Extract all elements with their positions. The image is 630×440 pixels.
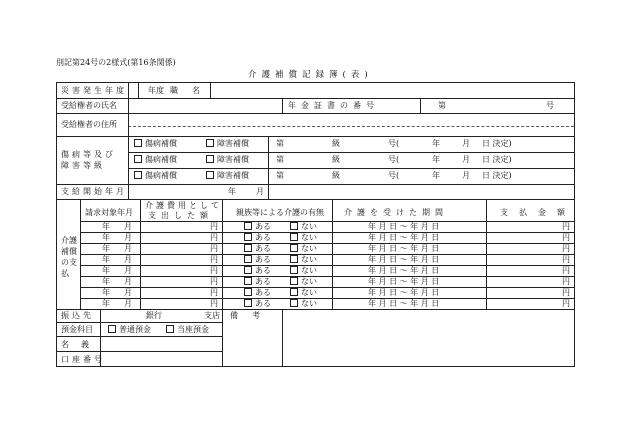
care-period: 年 月 日 ～ 年 月 日: [368, 255, 440, 264]
family-care-no[interactable]: [290, 299, 317, 309]
claim-tsuki: 月: [124, 244, 132, 253]
family-care-yes[interactable]: [244, 255, 271, 265]
deposit-type-label: 預金科目: [61, 325, 93, 334]
family-care-no-checkbox[interactable]: [290, 222, 298, 230]
injury-compensation-option-checkbox[interactable]: [134, 171, 142, 179]
claim-tsuki: 月: [124, 222, 132, 231]
family-care-yes[interactable]: [244, 288, 271, 298]
divider: [56, 184, 575, 185]
claim-tsuki: 月: [124, 288, 132, 297]
family-care-yes[interactable]: [244, 244, 271, 254]
toza-option[interactable]: 当座預金: [166, 325, 209, 335]
branch-label: 支店: [204, 311, 220, 320]
family-care-yes[interactable]: [244, 266, 271, 276]
injury-compensation-option-checkbox[interactable]: [134, 139, 142, 147]
injury-compensation-option-label: 傷病補償: [145, 139, 177, 148]
cert-number-label: 年金証書の番号: [288, 101, 379, 110]
divider: [56, 322, 223, 323]
divider: [268, 184, 269, 199]
cost-en: 円: [210, 255, 218, 264]
care-period: 年 月 日 ～ 年 月 日: [368, 299, 440, 308]
family-care-yes-label: ある: [255, 244, 271, 253]
claim-nen: 年: [102, 233, 110, 242]
family-care-no[interactable]: [290, 255, 317, 265]
family-care-yes-checkbox[interactable]: [244, 222, 252, 230]
family-care-no[interactable]: [290, 277, 317, 287]
family-care-no-checkbox[interactable]: [290, 288, 298, 296]
family-care-no-label: ない: [301, 255, 317, 264]
family-care-yes[interactable]: [244, 277, 271, 287]
claim-tsuki: 月: [124, 233, 132, 242]
futsu-checkbox[interactable]: [108, 325, 116, 333]
family-care-yes-checkbox[interactable]: [244, 266, 252, 274]
claim-nen: 年: [102, 266, 110, 275]
divider: [56, 113, 575, 114]
decision-hi: 日 決定): [482, 139, 512, 148]
divider: [80, 254, 575, 255]
cost-en: 円: [210, 266, 218, 275]
family-care-no-checkbox[interactable]: [290, 299, 298, 307]
cost-en: 円: [210, 244, 218, 253]
family-care-no[interactable]: [290, 288, 317, 298]
bikou-label: 備考: [230, 311, 274, 320]
payment-en: 円: [562, 288, 570, 297]
start-nen: 年: [228, 187, 236, 196]
start-date-label: 支給開始年月: [61, 187, 127, 196]
bank-label: 銀行: [146, 311, 162, 320]
grade-dai: 第: [276, 171, 284, 180]
divider: [56, 309, 575, 310]
claim-tsuki: 月: [124, 255, 132, 264]
disability-compensation-option-label: 障害補償: [217, 155, 249, 164]
divider: [128, 168, 575, 169]
injury-compensation-option-label: 傷病補償: [145, 171, 177, 180]
disability-compensation-option-checkbox[interactable]: [206, 155, 214, 163]
family-care-no-checkbox[interactable]: [290, 277, 298, 285]
grade-go: 号(: [388, 155, 400, 164]
disability-compensation-option[interactable]: [206, 171, 249, 181]
col-cost-1: 介護費用として: [145, 201, 222, 210]
grade-dai: 第: [276, 155, 284, 164]
payment-en: 円: [562, 266, 570, 275]
family-care-no-checkbox[interactable]: [290, 233, 298, 241]
family-care-yes-label: ある: [255, 288, 271, 297]
family-care-yes-checkbox[interactable]: [244, 288, 252, 296]
care-period: 年 月 日 ～ 年 月 日: [368, 266, 440, 275]
grade-dai: 第: [276, 139, 284, 148]
mei-label: 名: [192, 86, 200, 95]
grade-kyu: 級: [332, 171, 340, 180]
family-care-yes-checkbox[interactable]: [244, 299, 252, 307]
injury-compensation-option-checkbox[interactable]: [134, 155, 142, 163]
divider: [80, 232, 575, 233]
cost-en: 円: [210, 233, 218, 242]
toza-checkbox[interactable]: [166, 325, 174, 333]
family-care-yes-checkbox[interactable]: [244, 255, 252, 263]
care-period: 年 月 日 ～ 年 月 日: [368, 233, 440, 242]
divider: [282, 98, 283, 113]
divider: [80, 287, 575, 288]
disability-compensation-option[interactable]: [206, 139, 249, 149]
family-care-yes[interactable]: [244, 299, 271, 309]
family-care-yes-label: ある: [255, 277, 271, 286]
grade-kyu: 級: [332, 155, 340, 164]
injury-compensation-option[interactable]: [134, 155, 177, 165]
claim-nen: 年: [102, 277, 110, 286]
grade-go: 号(: [388, 171, 400, 180]
divider: [80, 243, 575, 244]
cost-en: 円: [210, 277, 218, 286]
family-care-no-label: ない: [301, 244, 317, 253]
disability-compensation-option[interactable]: [206, 155, 249, 165]
claim-nen: 年: [102, 288, 110, 297]
form-title: 介護補償記録簿(表): [248, 70, 373, 80]
family-care-yes[interactable]: [244, 233, 271, 243]
disability-compensation-option-checkbox[interactable]: [206, 171, 214, 179]
divider: [56, 199, 575, 200]
furikomi-label: 振込先: [61, 311, 94, 320]
cost-en: 円: [210, 288, 218, 297]
family-care-yes-label: ある: [255, 233, 271, 242]
address-dash: [128, 126, 574, 127]
claim-tsuki: 月: [124, 277, 132, 286]
family-care-yes-checkbox[interactable]: [244, 277, 252, 285]
divider: [128, 152, 575, 153]
family-care-no-checkbox[interactable]: [290, 244, 298, 252]
col-family-care: 親族等による介護の有無: [236, 208, 324, 217]
divider: [56, 336, 223, 337]
family-care-yes-label: ある: [255, 255, 271, 264]
family-care-no[interactable]: [290, 233, 317, 243]
family-care-no-label: ない: [301, 277, 317, 286]
decision-tsuki: 月: [462, 155, 470, 164]
decision-nen: 年: [432, 139, 440, 148]
family-care-yes-checkbox[interactable]: [244, 233, 252, 241]
family-care-no-checkbox[interactable]: [290, 255, 298, 263]
disability-compensation-option-checkbox[interactable]: [206, 139, 214, 147]
divider: [282, 309, 283, 367]
care-label-4: 払: [61, 269, 69, 278]
meigi-label: 名義: [61, 340, 101, 349]
payment-en: 円: [562, 244, 570, 253]
family-care-yes[interactable]: [244, 222, 271, 232]
injury-compensation-option-label: 傷病補償: [145, 155, 177, 164]
care-period: 年 月 日 ～ 年 月 日: [368, 244, 440, 253]
family-care-no[interactable]: [290, 266, 317, 276]
claim-nen: 年: [102, 222, 110, 231]
family-care-no-label: ない: [301, 266, 317, 275]
divider: [138, 82, 139, 98]
care-period: 年 月 日 ～ 年 月 日: [368, 222, 440, 231]
family-care-no-checkbox[interactable]: [290, 266, 298, 274]
col-payment: 支払金額: [500, 208, 576, 217]
payment-en: 円: [562, 277, 570, 286]
decision-hi: 日 決定): [482, 155, 512, 164]
family-care-no-label: ない: [301, 233, 317, 242]
divider: [268, 136, 269, 184]
family-care-no-label: ない: [301, 222, 317, 231]
claim-tsuki: 月: [124, 266, 132, 275]
decision-tsuki: 月: [462, 171, 470, 180]
col-claim-month: 請求対象年月: [85, 208, 133, 217]
col-period: 介護を受けた期間: [344, 208, 448, 217]
cost-en: 円: [210, 222, 218, 231]
recipient-name-label: 受給権者の氏名: [61, 101, 117, 110]
divider: [56, 98, 575, 99]
divider: [420, 98, 421, 113]
divider: [80, 265, 575, 266]
grade-label-1: 傷病等及び: [61, 150, 116, 159]
decision-tsuki: 月: [462, 139, 470, 148]
divider: [222, 199, 223, 367]
disaster-year-label: 災害発生年度: [61, 86, 127, 95]
family-care-no-label: ない: [301, 299, 317, 308]
cert-go: 号: [546, 101, 554, 110]
start-tsuki: 月: [256, 187, 264, 196]
family-care-no[interactable]: [290, 244, 317, 254]
decision-nen: 年: [432, 171, 440, 180]
payment-en: 円: [562, 299, 570, 308]
divider: [210, 82, 211, 98]
disability-compensation-option-label: 障害補償: [217, 139, 249, 148]
payment-en: 円: [562, 233, 570, 242]
divider: [80, 221, 575, 222]
care-label-1: 介護: [61, 236, 77, 245]
col-cost-2: 支出した額: [148, 211, 213, 220]
payment-en: 円: [562, 255, 570, 264]
family-care-yes-label: ある: [255, 222, 271, 231]
divider: [56, 136, 575, 137]
injury-compensation-option[interactable]: [134, 171, 177, 181]
claim-tsuki: 月: [124, 299, 132, 308]
grade-label-2: 障害等級: [61, 161, 105, 170]
claim-nen: 年: [102, 244, 110, 253]
grade-go: 号(: [388, 139, 400, 148]
family-care-no-label: ない: [301, 288, 317, 297]
family-care-no[interactable]: [290, 222, 317, 232]
care-label-2: 補償: [61, 247, 77, 256]
payment-en: 円: [562, 222, 570, 231]
divider: [128, 82, 129, 199]
care-period: 年 月 日 ～ 年 月 日: [368, 288, 440, 297]
divider: [56, 351, 223, 352]
family-care-yes-label: ある: [255, 299, 271, 308]
care-period: 年 月 日 ～ 年 月 日: [368, 277, 440, 286]
divider: [80, 276, 575, 277]
injury-compensation-option[interactable]: [134, 139, 177, 149]
cost-en: 円: [210, 299, 218, 308]
shoku-label: 職: [170, 86, 178, 95]
nendo-label: 年度: [148, 86, 164, 95]
family-care-yes-checkbox[interactable]: [244, 244, 252, 252]
account-no-label: 口座番号: [61, 355, 105, 364]
futsu-option[interactable]: 普通預金: [108, 325, 151, 335]
decision-nen: 年: [432, 155, 440, 164]
care-label-3: の支: [61, 258, 77, 267]
recipient-address-label: 受給権者の住所: [61, 120, 117, 129]
divider: [80, 298, 575, 299]
form-reference: 別記第24号の2様式(第16条関係): [56, 58, 176, 67]
decision-hi: 日 決定): [482, 171, 512, 180]
family-care-yes-label: ある: [255, 266, 271, 275]
claim-nen: 年: [102, 255, 110, 264]
claim-nen: 年: [102, 299, 110, 308]
disability-compensation-option-label: 障害補償: [217, 171, 249, 180]
grade-kyu: 級: [332, 139, 340, 148]
cert-dai: 第: [438, 101, 446, 110]
